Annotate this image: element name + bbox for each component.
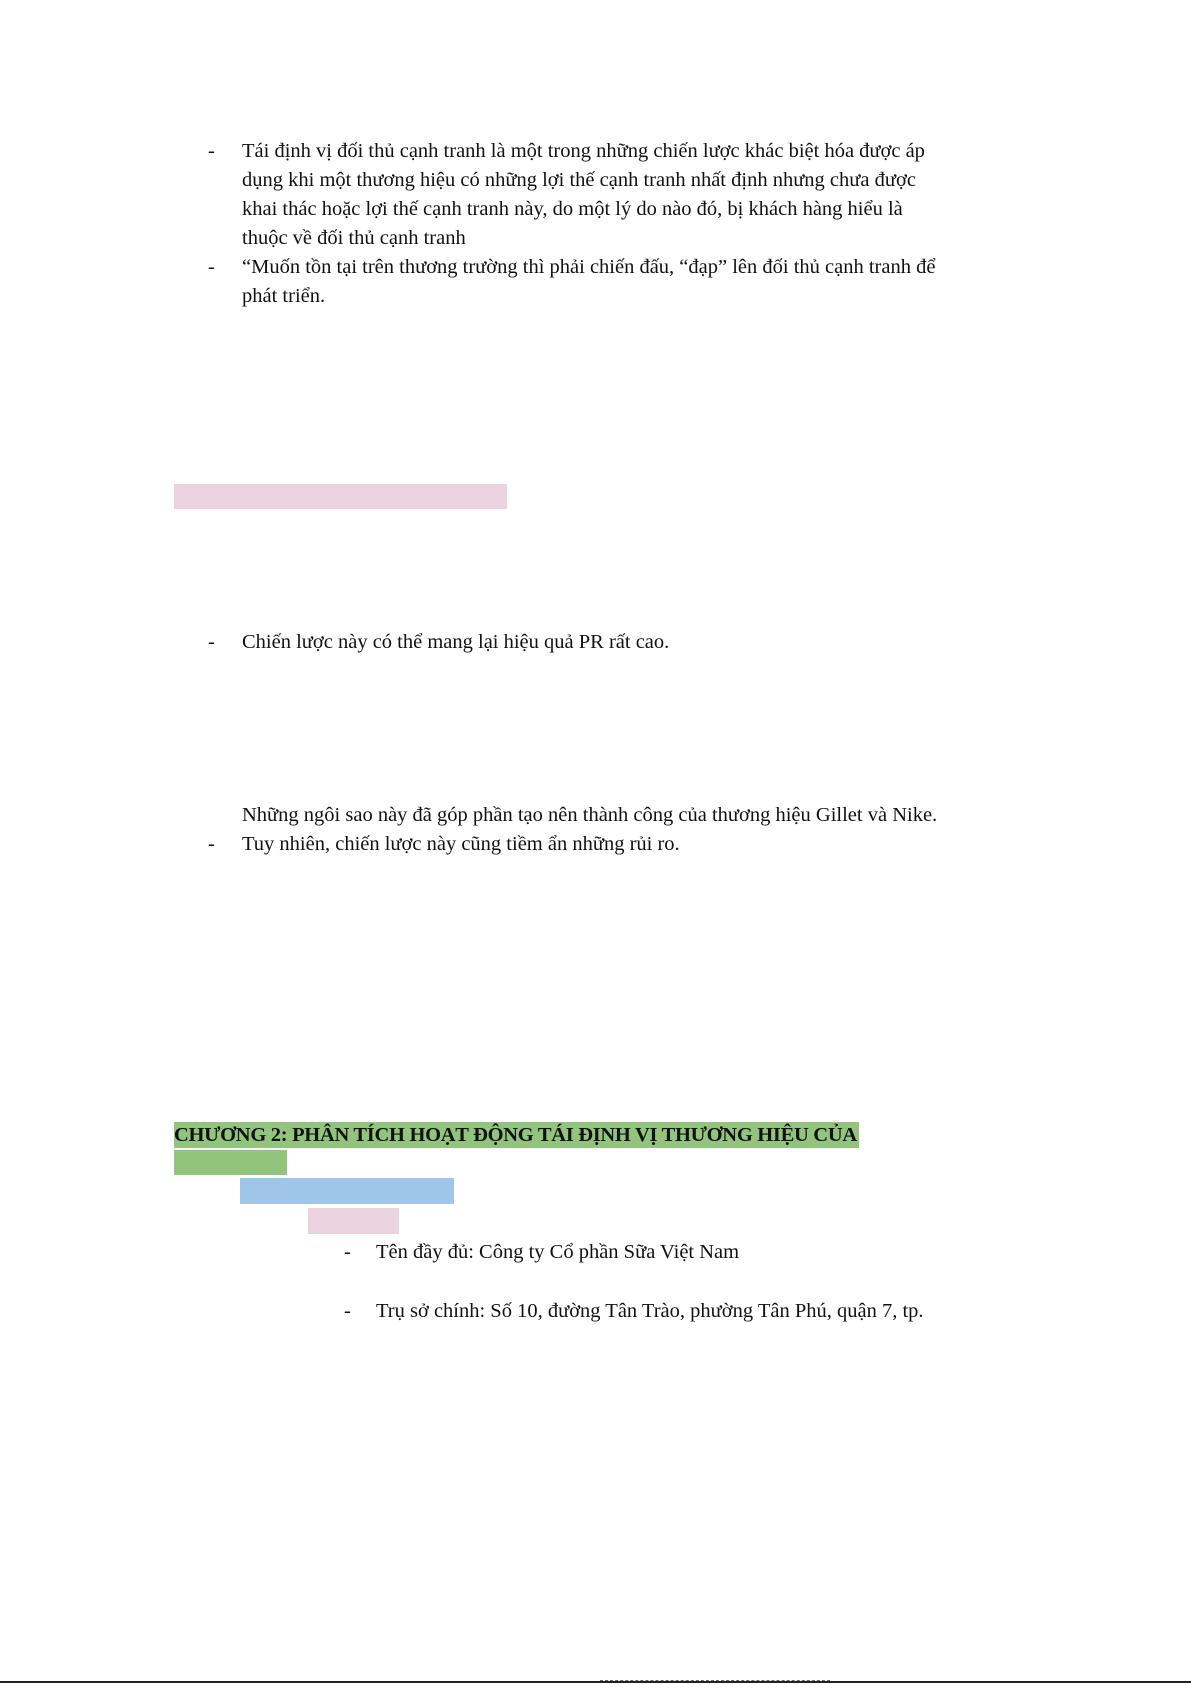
highlighted-subsubheading-placeholder [308,1208,399,1234]
bullet-risk-text: Tuy nhiên, chiến lược này cũng tiềm ẩn những rủi ro. [242,833,680,855]
bullet-dash: - [344,1300,351,1322]
paragraph-line: dụng khi một thương hiệu có những lợi thế cạnh tranh nhất định nhưng chưa được [242,169,916,191]
bullet-dash: - [208,833,215,855]
page-bottom-rule [0,1681,1191,1683]
chapter-heading-continuation-highlight [174,1150,287,1175]
bullet-dash: - [208,631,215,653]
company-headquarters: Trụ sở chính: Số 10, đường Tân Trào, phường Tân Phú, quận 7, tp. [376,1300,924,1322]
page-bottom-dotted-rule [600,1680,830,1681]
chapter-2-heading: CHƯƠNG 2: PHÂN TÍCH HOẠT ĐỘNG TÁI ĐỊNH VỊ THƯƠNG HIỆU CỦA [174,1124,857,1146]
highlighted-heading-placeholder [174,484,507,509]
bullet-dash: - [344,1241,351,1263]
paragraph-line: khai thác hoặc lợi thế cạnh tranh này, do một lý do nào đó, bị khách hàng hiểu là [242,198,903,220]
highlighted-subheading-placeholder [240,1178,454,1204]
company-full-name: Tên đầy đủ: Công ty Cổ phần Sữa Việt Nam [376,1241,740,1263]
paragraph-line: “Muốn tồn tại trên thương trường thì phải chiến đấu, “đạp” lên đối thủ cạnh tranh để [242,256,936,278]
bullet-dash: - [208,140,215,162]
bullet-pr-text: Chiến lược này có thể mang lại hiệu quả PR rất cao. [242,631,670,653]
bullet-dash: - [208,256,215,278]
stars-sentence: Những ngôi sao này đã góp phần tạo nên thành công của thương hiệu Gillet và Nike. [242,804,938,826]
paragraph-line: Tái định vị đối thủ cạnh tranh là một trong những chiến lược khác biệt hóa được áp [242,140,925,162]
paragraph-line: thuộc về đối thủ cạnh tranh [242,227,466,249]
paragraph-line: phát triển. [242,285,326,307]
